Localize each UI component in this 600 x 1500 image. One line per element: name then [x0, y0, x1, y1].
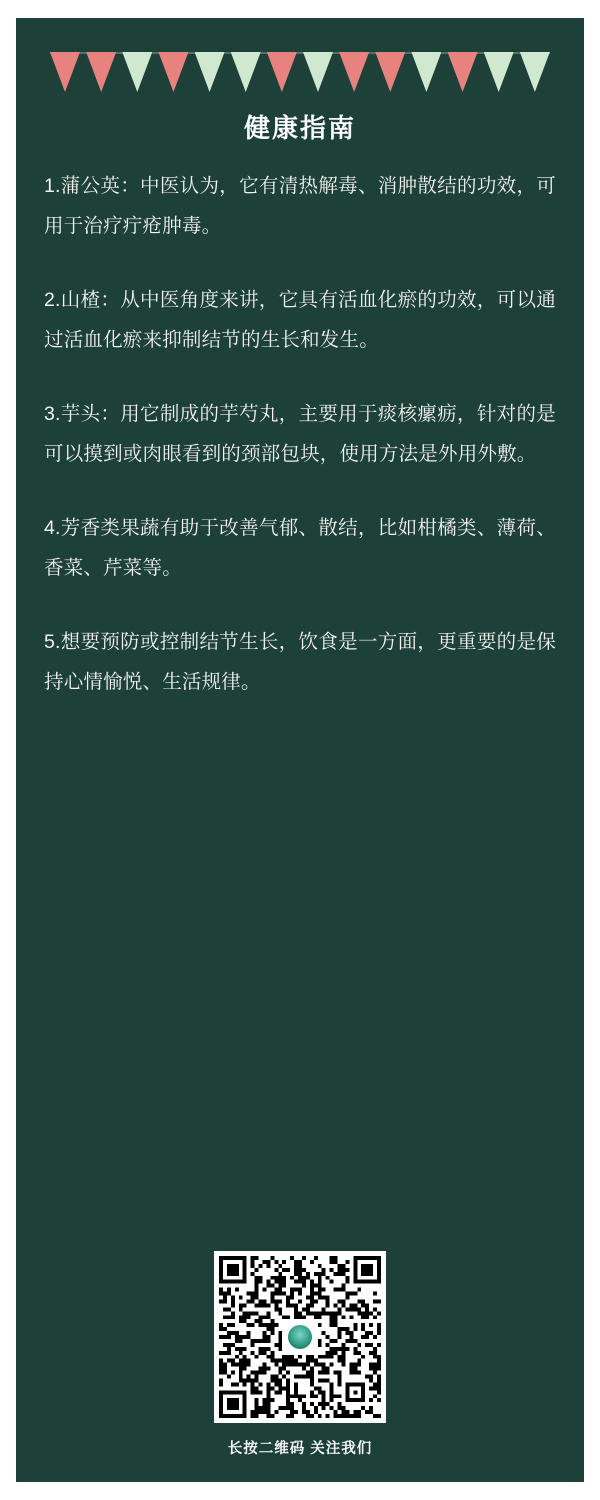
poster-card — [16, 18, 584, 1482]
bunting-flag — [448, 52, 478, 92]
brand-logo-icon — [283, 1320, 317, 1354]
bunting-decoration — [50, 48, 550, 94]
bunting-flag — [375, 52, 405, 92]
paragraph-4: 4.芳香类果蔬有助于改善气郁、散结，比如柑橘类、薄荷、香菜、芹菜等。 — [44, 516, 556, 579]
page-title: 健康指南 — [243, 113, 356, 143]
bunting-flag — [267, 52, 297, 92]
bunting-flag — [303, 52, 333, 92]
brand-logo-inner — [286, 1323, 314, 1351]
qr-block — [44, 1251, 556, 1464]
article-body — [44, 167, 556, 1251]
bunting-flag — [86, 52, 116, 92]
bunting-flags — [50, 52, 550, 92]
qr-code-image[interactable] — [214, 1251, 386, 1423]
bunting-flag — [158, 52, 188, 92]
bunting-flag — [50, 52, 80, 92]
paragraph-5: 5.想要预防或控制结节生长，饮食是一方面，更重要的是保持心情愉悦、生活规律。 — [44, 630, 556, 693]
paragraph-1: 1.蒲公英：中医认为，它有清热解毒、消肿散结的功效，可用于治疗疔疮肿毒。 — [44, 175, 556, 237]
bunting-flag — [339, 52, 369, 92]
qr-caption: 长按二维码 关注我们 — [227, 1441, 373, 1457]
bunting-flag — [411, 52, 441, 92]
paragraph-3: 3.芋头：用它制成的芋芍丸，主要用于痰核瘰疬，针对的是可以摸到或肉眼看到的颈部包块，使用方法是外用外敷。 — [44, 402, 556, 465]
bunting-flag — [231, 52, 261, 92]
bunting-flag — [122, 52, 152, 92]
bunting-flag — [484, 52, 514, 92]
bunting-flag — [520, 52, 550, 92]
paragraph-2: 2.山楂：从中医角度来讲，它具有活血化瘀的功效，可以通过活血化瘀来抑制结节的生长和发生。 — [44, 288, 556, 351]
bunting-flag — [195, 52, 225, 92]
